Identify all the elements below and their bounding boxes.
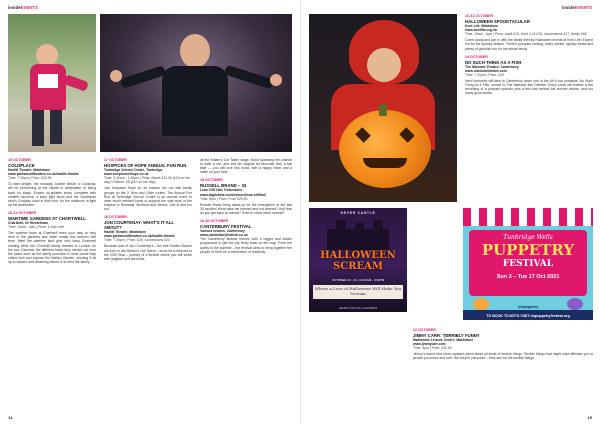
runner-photo	[8, 14, 96, 152]
event-listing	[8, 158, 96, 207]
event-body: Jimmy's brand new show contains jokes about all kinds of terrible things. Terrible things that might have affected you or people you know and love. But they're just jokes – they are not the terrible things.	[413, 352, 593, 361]
event-date: 10 OCTOBER	[8, 158, 31, 162]
event-body: Russell Brand bring stand-up for the emergence of the last 33 months! What have we learned and not learned? And how do you get back to normal? Even in never been normal?	[200, 202, 292, 215]
event-info: Time: 7.30pm | Price: £20.50	[8, 176, 52, 181]
event-venue: Leas Cliff Hall, Folkestone	[200, 188, 243, 193]
event-body: all the Britain's Got Talent stage, stood spanning the chance to walk a red, and see his original for favourite find, a fab take — you will love this show, with a happy heart and a smile on your face.	[200, 158, 292, 175]
event-info: Time: 9.30am - 1.30pm | Price: Adults £12.50 (£15 on the day) Children: £8 (£10 on the day)	[104, 176, 190, 185]
header-prefix: inside	[561, 5, 575, 10]
event-title: HALLOWEEN SPOOKTACULAR	[465, 19, 530, 25]
event-url[interactable]: www.parkwoodtheatres.co.uk/hazlitt-theatre	[104, 234, 175, 239]
header-prefix: inside	[8, 5, 21, 10]
event-info: Time: 7.30pm | Price: £26, concessions £24	[104, 238, 170, 243]
event-info: Time: 7.30pm | Price: £28	[465, 72, 504, 77]
right-column-2	[413, 328, 593, 365]
event-body: Join Hospices Hope for an outdoor fun run with family groups on the 3, 5km and 10km routes. The Annual Fun Run at Tonbridge School Centre is an annual event to raise much needed funds to support the vital work of the hospice in Romania, Moldova and Serbia. Join in and fun run.	[104, 186, 192, 211]
poster-footer: HEVER CASTLE & GARDENS	[338, 306, 378, 310]
event-venue: Maidstone Leisure Centre, Maidstone	[413, 338, 474, 343]
event-venue: Kent Life, Maidstone	[465, 24, 499, 29]
event-listing	[413, 328, 593, 361]
event-title: WARTIME GARDENS AT CHARTWELL	[8, 216, 86, 222]
event-title: RUSSELL BRAND – 33	[200, 183, 247, 189]
event-date: 17 OCTOBER	[104, 158, 127, 162]
event-url[interactable]: www.kentlife.org.uk	[465, 28, 497, 33]
page-number: 14	[8, 415, 13, 420]
event-body: Come along and join in with the family friendly Halloween events at Kent Life! Expect fun for the spooky season. There's pumpkin carving, scary stories, spooky treats and plenty of ghoulish fun for the whole family.	[465, 38, 593, 51]
right-column-1	[465, 14, 593, 99]
event-url[interactable]: www.marlowetheatre.com	[465, 68, 507, 73]
header-section: EVENTS	[574, 5, 592, 10]
right-page	[300, 0, 600, 424]
event-listing	[465, 55, 593, 96]
poster-dates: Sun 3 – Tue 17 Oct 2021	[496, 274, 560, 280]
event-date: 18 OCTOBER	[200, 178, 223, 183]
event-title: COLDPLACE	[8, 163, 35, 169]
header-section: EVENTS	[20, 5, 39, 10]
poster-brand: HEVER CASTLE	[340, 211, 376, 215]
event-listing	[104, 158, 192, 211]
event-date: 16-30 OCTOBER	[200, 219, 229, 224]
event-body: To start delight, the runaway Jubilee tribute to Coldplay, will be performing at the Hazlitt in celebration of being back on stage. Expect no-splatter show, complete with confetti cannons, a laser light show and the Xylobands which Coldplay used in their tour, for the audience to light up the auditorium.	[8, 182, 96, 207]
event-title: JON COURTENAY: WHAT'S IT ALL ABOUT?	[104, 220, 174, 231]
comedian-photo	[100, 14, 292, 152]
event-date: 24 OCTOBER	[465, 54, 488, 59]
poster-title-line1: Tunbridge Wells	[503, 234, 553, 241]
event-listing	[200, 158, 292, 174]
poster-tagline: Where a Love of Halloween Will Make You Scream	[313, 285, 403, 299]
event-url[interactable]: www.canterburyfestival.co.uk	[200, 233, 248, 238]
puppetry-festival-poster	[463, 208, 593, 320]
event-info: Time: 8pm | Price: From £29.50	[200, 196, 248, 201]
section-header	[562, 5, 592, 10]
event-url[interactable]: www.jimmycarr.com	[413, 342, 446, 347]
left-column-1	[8, 158, 96, 268]
event-info: Time: 10am - 4pm | Price: £ Adm free	[8, 225, 65, 230]
event-venue: Chartwell, Nr Westerham	[8, 221, 49, 226]
event-body: The Canterbury festival returns with a bigger and bolder programme to get the city firmly back on the map. From the quirky to the sublime – the festival aims to bring together the people of Kent for a celebration of creativity.	[200, 237, 292, 254]
left-column-2	[104, 158, 192, 265]
event-body: Because part of Jon Courtenay's – the first Golden Buzzer act ever to win Britain's Got Talent – show he's returned to the 2020 final – journey of a lifetime where you will share with laughter and the finale.	[104, 244, 192, 261]
poster-title: HALLOWEEN SCREAM	[320, 250, 396, 272]
event-date: 18 OCTOBER	[104, 215, 127, 220]
poster-dates: OCTOBER 23 - 31 | 10:30AM - 4:30PM	[331, 278, 385, 282]
event-listing	[8, 211, 96, 264]
event-date: 23-31 OCTOBER	[465, 14, 494, 18]
event-url[interactable]: www.hospicesofhope.co.uk	[104, 172, 149, 177]
pumpkin-photo	[309, 14, 457, 202]
event-date: 16-31 OCTOBER	[8, 210, 37, 215]
event-venue: Tonbridge School Centre, Tonbridge	[104, 168, 163, 173]
event-listing	[104, 215, 192, 261]
event-listing	[200, 219, 292, 254]
poster-title-line3: FESTIVAL	[502, 259, 554, 269]
event-title: HOSPICES OF HOPE ANNUAL FUN RUN	[104, 163, 187, 169]
event-title: JIMMY CARR: TERRIBLY FUNNY	[413, 333, 480, 339]
poster-booking[interactable]: TO BOOK TICKETS VISIT: twpuppetryfestival.org	[486, 314, 570, 318]
event-title: CANTERBURY FESTIVAL	[200, 224, 252, 230]
event-info: Time: 8pm | Price: £32.50	[413, 346, 452, 351]
poster-social[interactable]: @twpuppetry	[517, 305, 539, 309]
event-title: NO SUCH THING AS A FISH	[465, 59, 522, 65]
event-url[interactable]: www.atgtickets.com/venues/leas-cliffhall	[200, 192, 266, 197]
event-venue: The Marlowe Theatre, Canterbury	[465, 64, 519, 69]
halloween-scream-poster	[309, 208, 407, 312]
section-header	[8, 5, 38, 10]
event-venue: Hazlitt Theatre, Maidstone	[104, 230, 147, 235]
event-venue: Various venues, Canterbury	[200, 229, 245, 234]
event-listing	[200, 178, 292, 215]
left-column-3	[200, 158, 292, 258]
event-info: Time: 10am - 4pm | Price: Adult £19, child 3-15 £15, concessions £17, family £68	[465, 32, 587, 37]
event-listing	[465, 14, 593, 51]
event-date: 22 OCTOBER	[413, 328, 436, 332]
event-body: The wartime team at Chartwell need your help to help here in the gardens and wider estate this autumn half term. Meet the wartime land girls who keep Chartwell running while the Churchill family headed to London for the war. Discover the different tasks they carried out over the years such as the family provision in what would help collect fruit and explore the Walled Garden, seeding it all up to harden and dreaming before is to feed the family.	[8, 231, 96, 264]
event-venue: Hazlitt Theatre, Maidstone	[8, 168, 51, 173]
poster-title-line2: PUPPETRY	[481, 241, 575, 259]
event-url[interactable]: www.parkwoodtheatres.co.uk/hazlitt-theatre	[8, 172, 79, 177]
event-body: Nerd humanity will take to Canterbury when one of the UK's top podcasts, No Such Thing As A Fish, comes to The Marlowe this October. Every show will feature a live recording of a podcast episode plus a few bad behind the scenes stories, and too many good words.	[465, 79, 593, 96]
page-number: 15	[587, 415, 592, 420]
